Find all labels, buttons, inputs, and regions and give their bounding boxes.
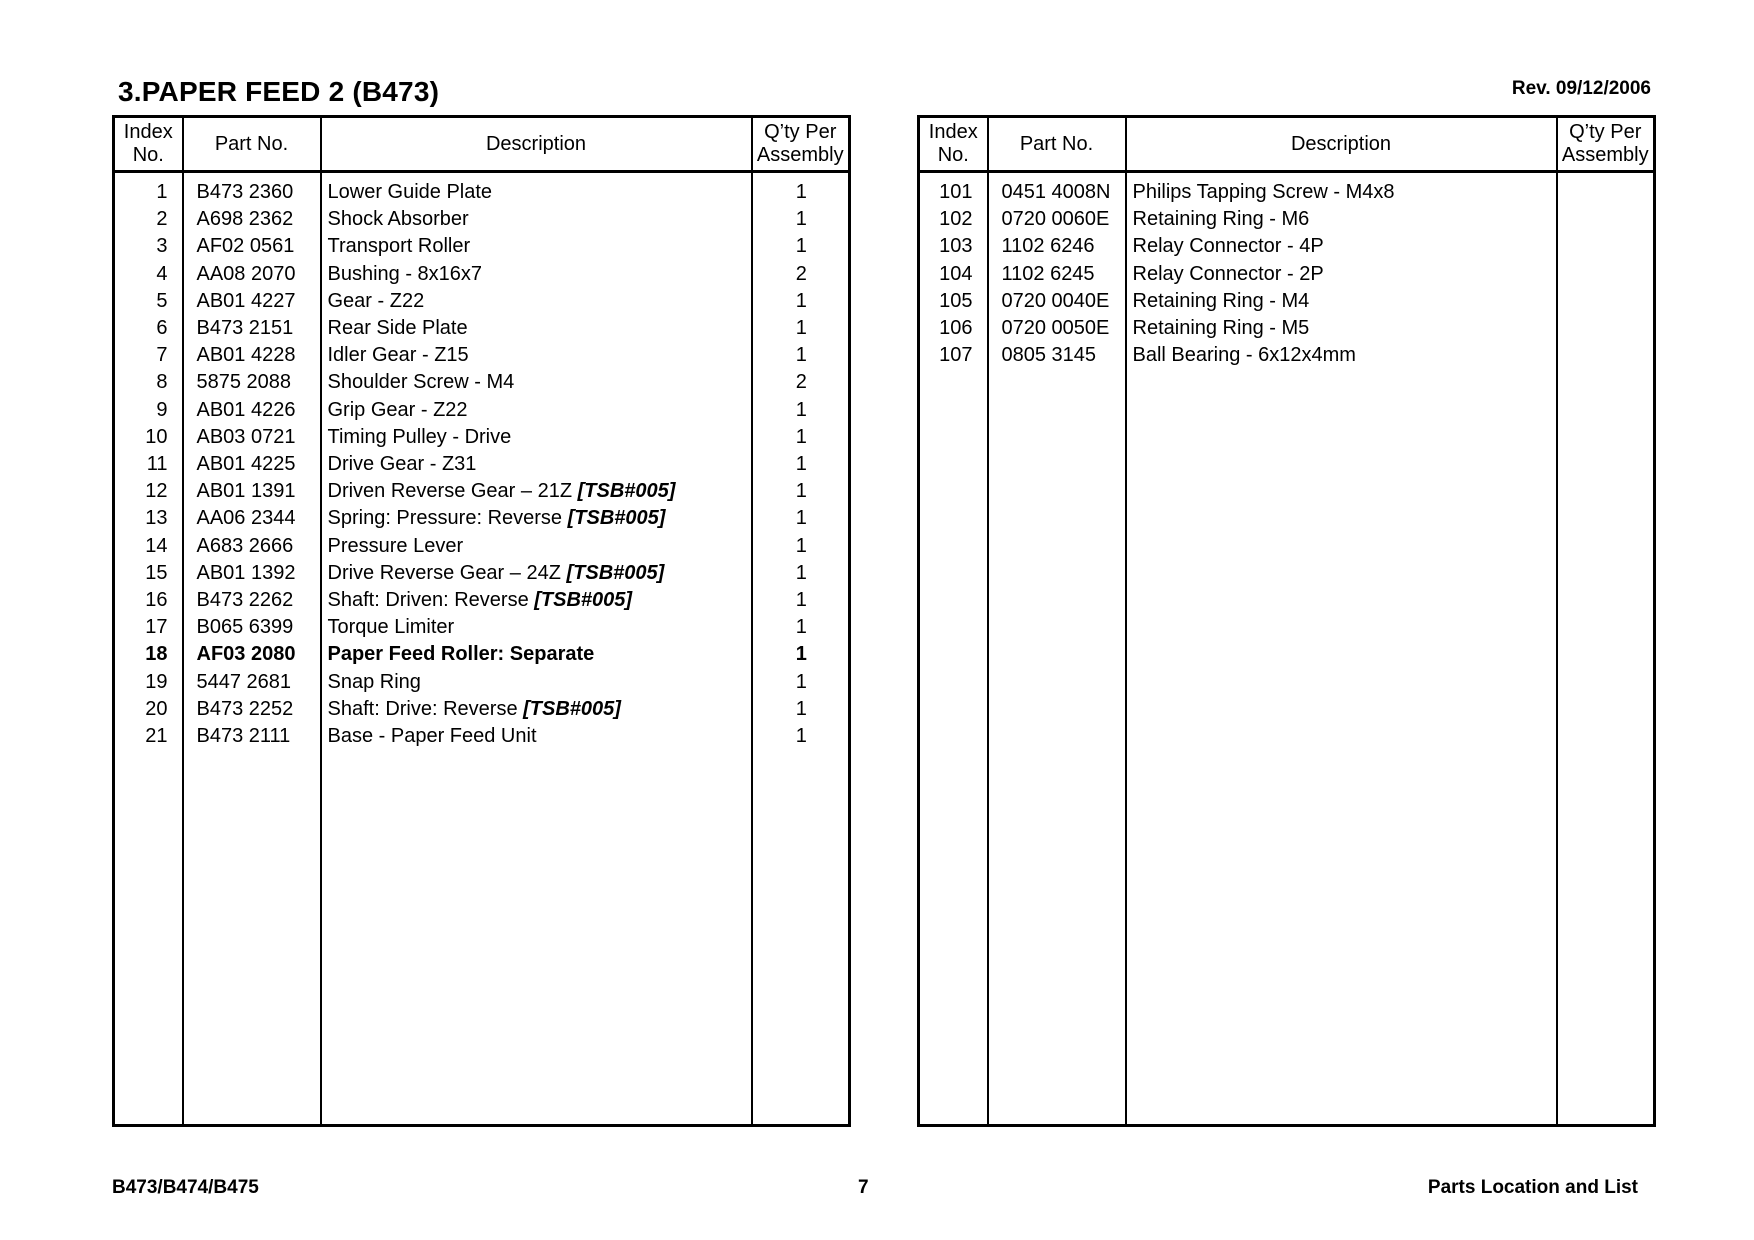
index-text: 8 xyxy=(156,371,168,394)
part-number-cell xyxy=(183,478,321,505)
quantity-text: 1 xyxy=(795,181,807,203)
parts-table-right xyxy=(917,115,1656,1127)
part-number-text: AB01 4227 xyxy=(196,289,296,312)
description-text: Torque Limiter xyxy=(327,616,455,639)
description-cell xyxy=(321,614,752,641)
footer-section-title: Parts Location and List xyxy=(1427,1177,1638,1198)
table-row xyxy=(114,560,850,587)
description-text: Lower Guide Plate xyxy=(327,181,493,203)
part-number-text: B473 2111 xyxy=(196,725,291,748)
part-number-text: AB03 0721 xyxy=(196,425,296,448)
description-text: Bushing - 8x16x7 xyxy=(327,262,483,285)
part-number-text: 5447 2681 xyxy=(196,670,292,693)
part-number-text: AF02 0561 xyxy=(196,235,295,258)
description-cell xyxy=(321,424,752,451)
description-cell xyxy=(321,587,752,614)
parts-rows-left xyxy=(114,172,850,1126)
part-number-cell xyxy=(988,342,1126,369)
part-number-cell xyxy=(183,261,321,288)
part-number-cell xyxy=(183,696,321,723)
quantity-cell xyxy=(752,172,850,207)
index-cell xyxy=(114,533,183,560)
index-cell xyxy=(114,478,183,505)
header-qty-line1: Q’ty Per xyxy=(764,121,837,143)
part-number-text: 1102 6246 xyxy=(1001,235,1095,258)
description-text: Rear Side Plate xyxy=(327,317,468,340)
part-number-text: AA08 2070 xyxy=(196,262,296,285)
index-text: 16 xyxy=(145,589,168,612)
part-number-cell xyxy=(183,641,321,668)
quantity-cell xyxy=(1557,342,1655,369)
tsb-reference: [TSB#005] xyxy=(534,589,633,612)
quantity-cell xyxy=(1557,233,1655,260)
description-cell xyxy=(321,478,752,505)
description-text: Grip Gear - Z22 xyxy=(327,398,468,421)
header-qty-line1: Q’ty Per xyxy=(1569,121,1642,143)
footer-page-number: 7 xyxy=(858,1177,869,1198)
index-cell xyxy=(114,696,183,723)
quantity-cell xyxy=(752,505,850,532)
index-cell xyxy=(114,505,183,532)
index-text: 6 xyxy=(156,317,168,340)
index-cell xyxy=(114,233,183,260)
quantity-cell xyxy=(1557,172,1655,207)
index-cell xyxy=(114,172,183,207)
description-text: Shaft: Driven: Reverse xyxy=(327,589,535,612)
table-row xyxy=(114,723,850,750)
empty-cell xyxy=(321,750,752,1125)
description-text: Snap Ring xyxy=(327,670,421,693)
part-number-text: B065 6399 xyxy=(196,616,294,639)
index-cell xyxy=(114,397,183,424)
quantity-text: 1 xyxy=(795,507,807,530)
part-number-text: A683 2666 xyxy=(196,534,294,557)
index-text: 20 xyxy=(145,697,168,720)
index-text: 107 xyxy=(939,344,973,367)
description-text: Philips Tapping Screw - M4x8 xyxy=(1132,181,1395,203)
quantity-text: 1 xyxy=(795,697,807,720)
part-number-cell xyxy=(183,560,321,587)
description-cell xyxy=(321,288,752,315)
description-text: Retaining Ring - M4 xyxy=(1132,289,1310,312)
table-row xyxy=(114,342,850,369)
table-row xyxy=(919,172,1655,207)
header-description: Description xyxy=(1126,117,1557,172)
index-cell xyxy=(114,288,183,315)
header-description: Description xyxy=(321,117,752,172)
description-text: Shoulder Screw - M4 xyxy=(327,371,515,394)
index-text: 17 xyxy=(145,616,168,639)
part-number-text: 0451 4008N xyxy=(1001,181,1111,203)
index-text: 2 xyxy=(156,208,168,231)
table-row xyxy=(919,288,1655,315)
part-number-text: AA06 2344 xyxy=(196,507,296,530)
part-number-cell xyxy=(988,206,1126,233)
description-text: Retaining Ring - M5 xyxy=(1132,317,1310,340)
part-number-text: B473 2252 xyxy=(196,697,294,720)
tsb-reference: [TSB#005] xyxy=(566,561,665,584)
description-cell xyxy=(321,369,752,396)
quantity-text: 1 xyxy=(795,534,807,557)
description-text: Transport Roller xyxy=(327,235,471,258)
quantity-text: 1 xyxy=(795,643,807,666)
part-number-text: B473 2360 xyxy=(196,181,294,203)
quantity-cell xyxy=(752,587,850,614)
table-header-row xyxy=(919,117,1655,172)
quantity-text: 1 xyxy=(795,725,807,748)
part-number-cell xyxy=(988,315,1126,342)
part-number-text: 0720 0040E xyxy=(1001,289,1110,312)
part-number-text: AF03 2080 xyxy=(196,643,296,666)
index-cell xyxy=(114,424,183,451)
header-index-line1: Index xyxy=(123,121,173,143)
description-cell xyxy=(321,315,752,342)
index-text: 15 xyxy=(145,561,168,584)
description-text: Drive Gear - Z31 xyxy=(327,453,477,476)
table-row xyxy=(114,614,850,641)
quantity-text: 1 xyxy=(795,670,807,693)
quantity-cell xyxy=(752,560,850,587)
part-number-cell xyxy=(183,369,321,396)
index-cell xyxy=(919,342,988,369)
index-cell xyxy=(919,233,988,260)
quantity-text: 2 xyxy=(795,371,807,394)
index-cell xyxy=(919,288,988,315)
description-text: Timing Pulley - Drive xyxy=(327,425,512,448)
index-cell xyxy=(114,587,183,614)
description-cell xyxy=(321,261,752,288)
part-number-text: 0805 3145 xyxy=(1001,344,1097,367)
quantity-cell xyxy=(752,723,850,750)
part-number-text: 0720 0060E xyxy=(1001,208,1110,231)
table-row xyxy=(114,641,850,668)
header-index-line1: Index xyxy=(928,121,978,143)
table-row xyxy=(919,206,1655,233)
index-cell xyxy=(114,261,183,288)
part-number-cell xyxy=(183,587,321,614)
part-number-text: 0720 0050E xyxy=(1001,317,1110,340)
index-cell xyxy=(114,206,183,233)
parts-table-left xyxy=(112,115,851,1127)
index-text: 102 xyxy=(939,208,973,231)
part-number-cell xyxy=(183,424,321,451)
table-row xyxy=(114,424,850,451)
index-text: 21 xyxy=(145,725,168,748)
table-row xyxy=(114,397,850,424)
index-text: 3 xyxy=(156,235,168,258)
description-text: Gear - Z22 xyxy=(327,289,425,312)
description-text: Ball Bearing - 6x12x4mm xyxy=(1132,344,1356,367)
description-cell xyxy=(321,172,752,207)
description-text: Relay Connector - 2P xyxy=(1132,262,1324,285)
part-number-text: AB01 4228 xyxy=(196,344,296,367)
part-number-cell xyxy=(183,342,321,369)
quantity-cell xyxy=(752,369,850,396)
part-number-text: AB01 1392 xyxy=(196,561,296,584)
description-text: Idler Gear - Z15 xyxy=(327,344,469,367)
part-number-text: 1102 6245 xyxy=(1001,262,1095,285)
description-cell xyxy=(321,451,752,478)
quantity-cell xyxy=(752,614,850,641)
index-text: 4 xyxy=(156,262,168,285)
empty-row-filler xyxy=(114,750,850,1125)
part-number-cell xyxy=(988,288,1126,315)
description-cell xyxy=(321,533,752,560)
part-number-cell xyxy=(183,233,321,260)
quantity-cell xyxy=(752,288,850,315)
header-qty xyxy=(1557,117,1655,172)
index-text: 105 xyxy=(939,289,973,312)
description-cell xyxy=(1126,342,1557,369)
description-cell xyxy=(321,669,752,696)
part-number-cell xyxy=(183,397,321,424)
table-row xyxy=(919,315,1655,342)
quantity-text: 1 xyxy=(795,344,807,367)
empty-row-filler xyxy=(919,369,1655,1125)
empty-cell xyxy=(1557,369,1655,1125)
header-part-no: Part No. xyxy=(988,117,1126,172)
tsb-reference: [TSB#005] xyxy=(577,480,676,503)
part-number-text: 5875 2088 xyxy=(196,371,292,394)
page-title: 3.PAPER FEED 2 (B473) xyxy=(118,76,440,107)
part-number-cell xyxy=(183,172,321,207)
part-number-cell xyxy=(183,614,321,641)
table-row xyxy=(114,478,850,505)
quantity-cell xyxy=(1557,261,1655,288)
description-text: Relay Connector - 4P xyxy=(1132,235,1324,258)
quantity-cell xyxy=(752,451,850,478)
description-text: Base - Paper Feed Unit xyxy=(327,725,537,748)
index-cell xyxy=(114,342,183,369)
index-cell xyxy=(114,369,183,396)
tsb-reference: [TSB#005] xyxy=(523,697,621,720)
description-text: Pressure Lever xyxy=(327,534,464,557)
description-cell xyxy=(321,206,752,233)
table-header-row xyxy=(114,117,850,172)
quantity-text: 1 xyxy=(795,235,807,258)
index-cell xyxy=(114,315,183,342)
part-number-cell xyxy=(988,233,1126,260)
table-row xyxy=(114,233,850,260)
index-cell xyxy=(919,315,988,342)
index-cell xyxy=(919,172,988,207)
tsb-reference: [TSB#005] xyxy=(567,507,666,530)
description-text: Drive Reverse Gear – 24Z xyxy=(327,561,567,584)
part-number-text: B473 2262 xyxy=(196,589,294,612)
quantity-text: 1 xyxy=(795,453,807,476)
empty-cell xyxy=(988,369,1126,1125)
part-number-text: AB01 4225 xyxy=(196,453,296,476)
description-cell xyxy=(321,696,752,723)
index-text: 101 xyxy=(939,181,973,203)
description-cell xyxy=(321,723,752,750)
index-text: 14 xyxy=(145,534,168,557)
quantity-cell xyxy=(752,206,850,233)
quantity-cell xyxy=(752,669,850,696)
header-part-no: Part No. xyxy=(183,117,321,172)
table-row xyxy=(114,587,850,614)
description-cell xyxy=(1126,288,1557,315)
empty-cell xyxy=(1126,369,1557,1125)
table-row xyxy=(919,261,1655,288)
part-number-text: AB01 1391 xyxy=(196,480,296,503)
empty-cell xyxy=(183,750,321,1125)
header-index xyxy=(114,117,183,172)
part-number-cell xyxy=(183,206,321,233)
quantity-cell xyxy=(752,342,850,369)
index-cell xyxy=(114,451,183,478)
part-number-cell xyxy=(183,669,321,696)
quantity-text: 1 xyxy=(795,289,807,312)
quantity-text: 1 xyxy=(795,616,807,639)
index-cell xyxy=(114,641,183,668)
description-text: Driven Reverse Gear – 21Z xyxy=(327,480,578,503)
index-text: 106 xyxy=(939,317,973,340)
description-cell xyxy=(321,505,752,532)
footer-model-numbers: B473/B474/B475 xyxy=(112,1177,259,1198)
index-text: 9 xyxy=(156,398,168,421)
table-row xyxy=(919,233,1655,260)
quantity-cell xyxy=(752,424,850,451)
quantity-text: 2 xyxy=(795,262,807,285)
part-number-cell xyxy=(183,451,321,478)
index-cell xyxy=(919,206,988,233)
part-number-cell xyxy=(183,288,321,315)
header-qty xyxy=(752,117,850,172)
table-row xyxy=(114,451,850,478)
description-text: Retaining Ring - M6 xyxy=(1132,208,1310,231)
quantity-cell xyxy=(1557,315,1655,342)
table-row xyxy=(114,172,850,207)
index-text: 11 xyxy=(146,453,168,476)
description-cell xyxy=(1126,172,1557,207)
header-qty-line2: Assembly xyxy=(756,144,844,166)
quantity-cell xyxy=(1557,288,1655,315)
part-number-cell xyxy=(183,723,321,750)
index-text: 19 xyxy=(145,670,168,693)
index-text: 12 xyxy=(145,480,168,503)
description-text: Shaft: Drive: Reverse xyxy=(327,697,524,720)
header-qty-line2: Assembly xyxy=(1561,144,1649,166)
quantity-cell xyxy=(752,478,850,505)
description-text: Paper Feed Roller: Separate xyxy=(327,643,595,666)
quantity-text: 1 xyxy=(795,425,807,448)
header-index-line2: No. xyxy=(937,144,969,166)
description-cell xyxy=(1126,315,1557,342)
table-row xyxy=(114,288,850,315)
part-number-cell xyxy=(183,505,321,532)
description-cell xyxy=(321,342,752,369)
quantity-text: 1 xyxy=(795,480,807,503)
index-cell xyxy=(114,560,183,587)
part-number-cell xyxy=(183,315,321,342)
index-cell xyxy=(114,669,183,696)
empty-cell xyxy=(919,369,988,1125)
quantity-text: 1 xyxy=(795,208,807,231)
table-row xyxy=(114,505,850,532)
table-row xyxy=(114,533,850,560)
empty-cell xyxy=(752,750,850,1125)
part-number-text: A698 2362 xyxy=(196,208,294,231)
index-cell xyxy=(114,614,183,641)
table-row xyxy=(114,369,850,396)
quantity-cell xyxy=(752,315,850,342)
description-text: Spring: Pressure: Reverse xyxy=(327,507,568,530)
description-cell xyxy=(1126,233,1557,260)
part-number-cell xyxy=(183,533,321,560)
index-cell xyxy=(919,261,988,288)
description-text: Shock Absorber xyxy=(327,208,469,231)
index-text: 10 xyxy=(145,425,168,448)
description-cell xyxy=(321,397,752,424)
index-text: 5 xyxy=(156,289,168,312)
table-row xyxy=(114,315,850,342)
quantity-cell xyxy=(752,696,850,723)
table-row xyxy=(114,206,850,233)
description-cell xyxy=(321,233,752,260)
index-text: 7 xyxy=(156,344,168,367)
index-text: 104 xyxy=(939,262,973,285)
table-row xyxy=(114,696,850,723)
part-number-text: B473 2151 xyxy=(196,317,294,340)
parts-rows-right xyxy=(919,172,1655,1126)
description-cell xyxy=(1126,261,1557,288)
table-row xyxy=(114,261,850,288)
quantity-cell xyxy=(752,533,850,560)
description-cell xyxy=(1126,206,1557,233)
part-number-cell xyxy=(988,172,1126,207)
index-text: 103 xyxy=(939,235,973,258)
quantity-cell xyxy=(752,261,850,288)
table-row xyxy=(919,342,1655,369)
quantity-text: 1 xyxy=(795,317,807,340)
quantity-cell xyxy=(1557,206,1655,233)
part-number-cell xyxy=(988,261,1126,288)
quantity-cell xyxy=(752,397,850,424)
header-index xyxy=(919,117,988,172)
part-number-text: AB01 4226 xyxy=(196,398,296,421)
quantity-text: 1 xyxy=(795,398,807,421)
revision-date: Rev. 09/12/2006 xyxy=(1511,78,1651,99)
quantity-text: 1 xyxy=(795,589,807,612)
index-cell xyxy=(114,723,183,750)
index-text: 1 xyxy=(156,181,168,203)
quantity-cell xyxy=(752,641,850,668)
empty-cell xyxy=(114,750,183,1125)
description-cell xyxy=(321,560,752,587)
index-text: 18 xyxy=(145,643,168,666)
index-text: 13 xyxy=(145,507,168,530)
header-index-line2: No. xyxy=(132,144,164,166)
description-cell xyxy=(321,641,752,668)
table-row xyxy=(114,669,850,696)
quantity-cell xyxy=(752,233,850,260)
quantity-text: 1 xyxy=(795,561,807,584)
